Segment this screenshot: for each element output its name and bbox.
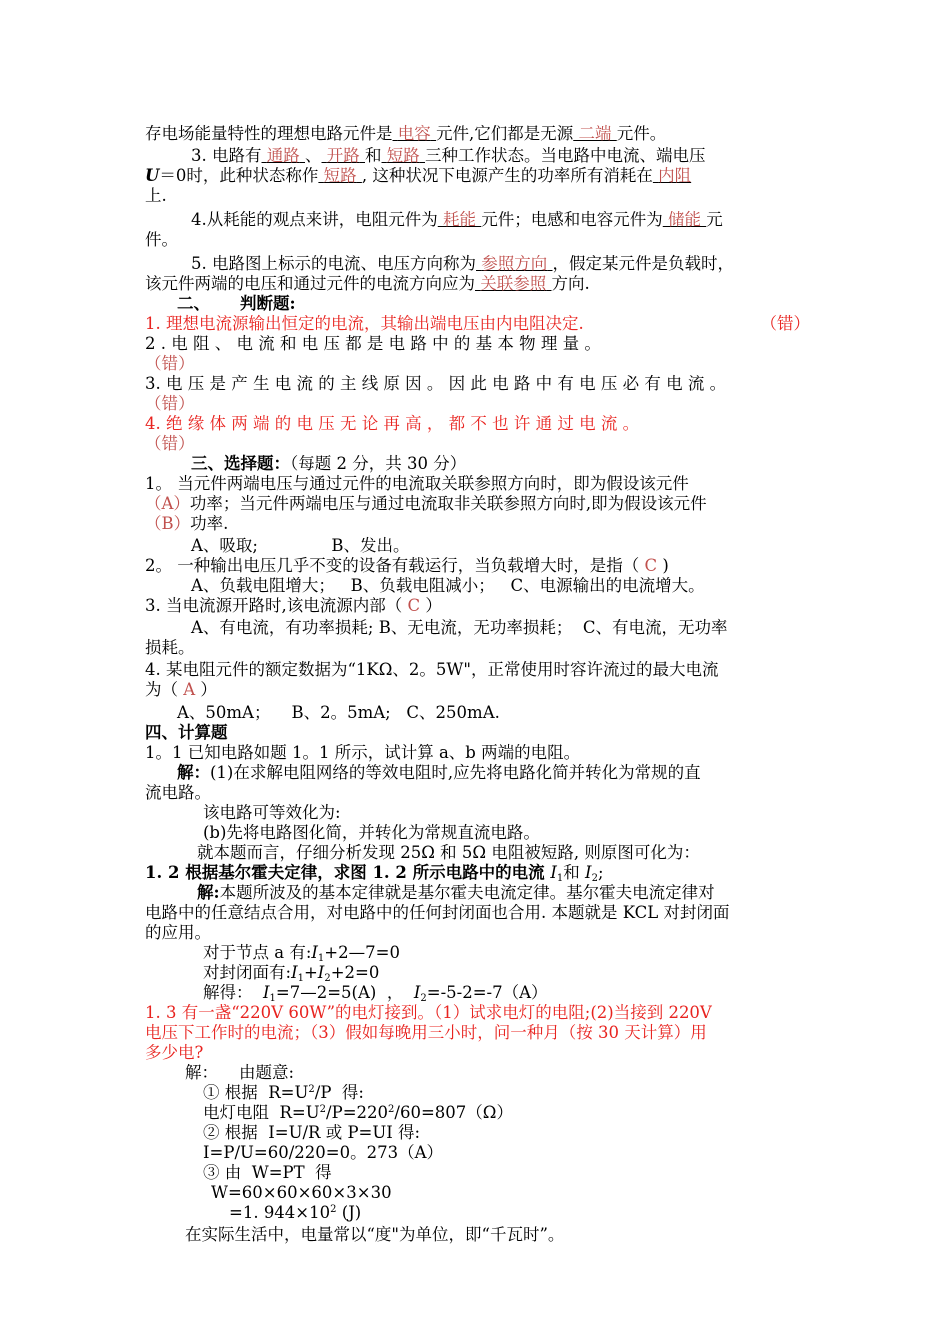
- calc-p13-title-line-2: 电压下工作时的电流；（3）假如每晚用三小时，问一种月（按 30 天计算）用: [145, 1023, 707, 1042]
- fill-line-1: 存电场能量特性的理想电路元件是 电容 元件,它们都是无源 二端 元件。: [145, 124, 667, 143]
- blank-answer: 二端: [578, 124, 612, 143]
- calc-p12-eq-1: 对于节点 a 有$:I_1+2—7=0$: [203, 943, 400, 964]
- calc-p11-title: 1。1 已知电路如题 1。1 所示，试计算 a、b 两端的电阻。: [145, 743, 581, 762]
- judge-item-4: 4. 绝 缘 体 两 端 的 电 压 无 论 再 高 ， 都 不 也 许 通 过 电 流 。: [145, 414, 640, 433]
- calc-p13-step-3: ② 根据 I=U/R 或 P=UI 得:: [203, 1123, 421, 1142]
- choice-heading: 三、选择题：（每题 2 分，共 30 分）: [191, 454, 467, 473]
- choice-q4-line-2: 为（ A ）: [145, 680, 217, 699]
- calc-p12-solution-line-2: 电路中的任意结点合用，对电路中的任何封闭面也合用. 本题就是 KCL 对封闭面: [145, 903, 730, 922]
- judge-item-4-answer: （错）: [145, 434, 195, 453]
- judge-item-3-answer: （错）: [145, 394, 195, 413]
- fill-question-5-line-2: 该元件两端的电压和通过元件的电流方向应为 关联参照 方向.: [145, 274, 590, 293]
- blank-answer: 开路: [326, 146, 360, 165]
- fill-question-4-line-2: 件。: [145, 230, 178, 249]
- choice-q2-options: A、负载电阻增大； B、负载电阻减小； C、电源输出的电流增大。: [191, 576, 705, 595]
- blank-answer: 储能: [668, 210, 701, 229]
- fill-question-4: 4.从耗能的观点来讲，电阻元件为 耗能 元件；电感和电容元件为 储能 元: [191, 210, 723, 229]
- calc-p13-title-line-3: 多少电?: [145, 1043, 204, 1062]
- choice-q3: 3. 当电流源开路时,该电流源内部（ C ）: [145, 596, 442, 615]
- calc-p11-line-5: 就本题而言，仔细分析发现 25Ω 和 5Ω 电阻被短路, 则原图可化为：: [197, 843, 700, 862]
- calc-p11-line-4: (b)先将电路图化简，并转化为常规直流电路。: [203, 823, 540, 842]
- judge-item-3: 3. 电 压 是 产 生 电 流 的 主 线 原 因 。 因 此 电 路 中 有 电 压 必 有 电 流 。: [145, 374, 727, 393]
- choice-q4-options: A、50mA； B、2。5mA; C、250mA.: [177, 703, 500, 722]
- blank-answer: 参照方向: [481, 254, 548, 273]
- calc-p12-solution: 解:本题所波及的基本定律就是基尔霍夫电流定律。基尔霍夫电流定律对: [197, 883, 715, 902]
- calc-p13-step-1: ① 根据 $R=U^2/P$ 得:: [203, 1083, 364, 1102]
- blank-answer: 短路: [323, 166, 357, 185]
- calc-p13-step-2: 电灯电阻 $R=U^2/P=220^2/60=807(\Omega)$: [203, 1103, 513, 1122]
- calc-p13-step-5: ③ 由 W=PT 得: [203, 1163, 332, 1182]
- calc-p12-result: 解得： $I_1=7—2=5(A)$ ， $I_2=-5-2=-7(A)$: [203, 983, 548, 1004]
- choice-q1-line-2: （A）功率；当元件两端电压与通过电流取非关联参照方向时,即为假设该元件: [145, 494, 707, 513]
- judge-item-2: 2 . 电 阻 、 电 流 和 电 压 都 是 电 路 中 的 基 本 物 理 量 。: [145, 334, 601, 353]
- judge-item-2-answer: （错）: [145, 354, 195, 373]
- choice-q3-options-line-2: 损耗。: [145, 638, 195, 657]
- fill-question-3: 3. 电路有 通路 、 开路 和 短路 三种工作状态。当电路中电流、端电压: [191, 146, 706, 165]
- judge-item-1: 1. 理想电流源输出恒定的电流，其输出端电压由内电阻决定. （错）: [145, 314, 810, 333]
- calc-p13-solution: 解： 由题意:: [185, 1063, 295, 1082]
- calc-p11-solution-line-2: 流电路。: [145, 783, 211, 802]
- calc-p12-eq-2: 对封闭面有$:I_1+I_2+2=0$: [203, 963, 380, 984]
- calc-p13-step-6: W=60×60×60×3×30: [211, 1183, 392, 1202]
- blank-answer: 电容: [397, 124, 431, 143]
- calc-p12-title: 1. 2 根据基尔霍夫定律，求图 1. 2 所示电路中的电流 $I_1$和 $I_2$;: [145, 863, 604, 884]
- choice-q4: 4. 某电阻元件的额定数据为“1KΩ、2。5W"，正常使用时容许流过的最大电流: [145, 660, 719, 679]
- calc-p13-conclusion: 在实际生活中，电量常以“度"为单位，即“千瓦时”。: [185, 1225, 565, 1244]
- calc-p13-title: 1. 3 有一盏“220V 60W”的电灯接到。（1）试求电灯的电阻;(2)当接到 220V: [145, 1003, 712, 1022]
- calc-p12-solution-line-3: 的应用。: [145, 923, 211, 942]
- fill-question-3-line-3: 上.: [145, 186, 167, 205]
- calc-p13-step-7: =1. $944\times 10^2$ (J): [229, 1203, 362, 1222]
- fill-question-5: 5. 电路图上标示的电流、电压方向称为 参照方向 ，假定某元件是负载时，: [191, 254, 734, 273]
- blank-answer: 内阻: [658, 166, 692, 185]
- choice-q1-options: A、吸取; B、发出。: [191, 536, 410, 555]
- blank-answer: 短路: [386, 146, 420, 165]
- choice-q1-line-3: （B）功率.: [145, 514, 229, 533]
- choice-q3-options: A、有电流，有功率损耗; B、无电流，无功率损耗； C、有电流，无功率: [191, 618, 728, 637]
- choice-q2: 2。 一种输出电压几乎不变的设备有载运行，当负载增大时，是指（ C ): [145, 556, 669, 575]
- calc-p11-solution: 解：(1)在求解电阻网络的等效电阻时,应先将电路化简并转化为常规的直: [177, 763, 701, 782]
- blank-answer: 耗能: [443, 210, 476, 229]
- fill-question-3-line-2: U＝0时，此种状态称作 短路 , 这种状况下电源产生的功率所有消耗在 内阻: [145, 166, 692, 185]
- judge-heading: 二、 判断题:: [177, 294, 296, 313]
- choice-q1-line-1: 1。 当元件两端电压与通过元件的电流取关联参照方向时，即为假设该元件: [145, 474, 689, 493]
- calc-p11-line-3: 该电路可等效化为:: [203, 803, 341, 822]
- blank-answer: 关联参照: [480, 274, 547, 293]
- document-page: [145, 124, 810, 1245]
- calc-p13-step-4: I=P/U=60/220=0。273（A）: [203, 1143, 444, 1162]
- calc-heading: 四、计算题: [145, 723, 228, 742]
- blank-answer: 通路: [266, 146, 300, 165]
